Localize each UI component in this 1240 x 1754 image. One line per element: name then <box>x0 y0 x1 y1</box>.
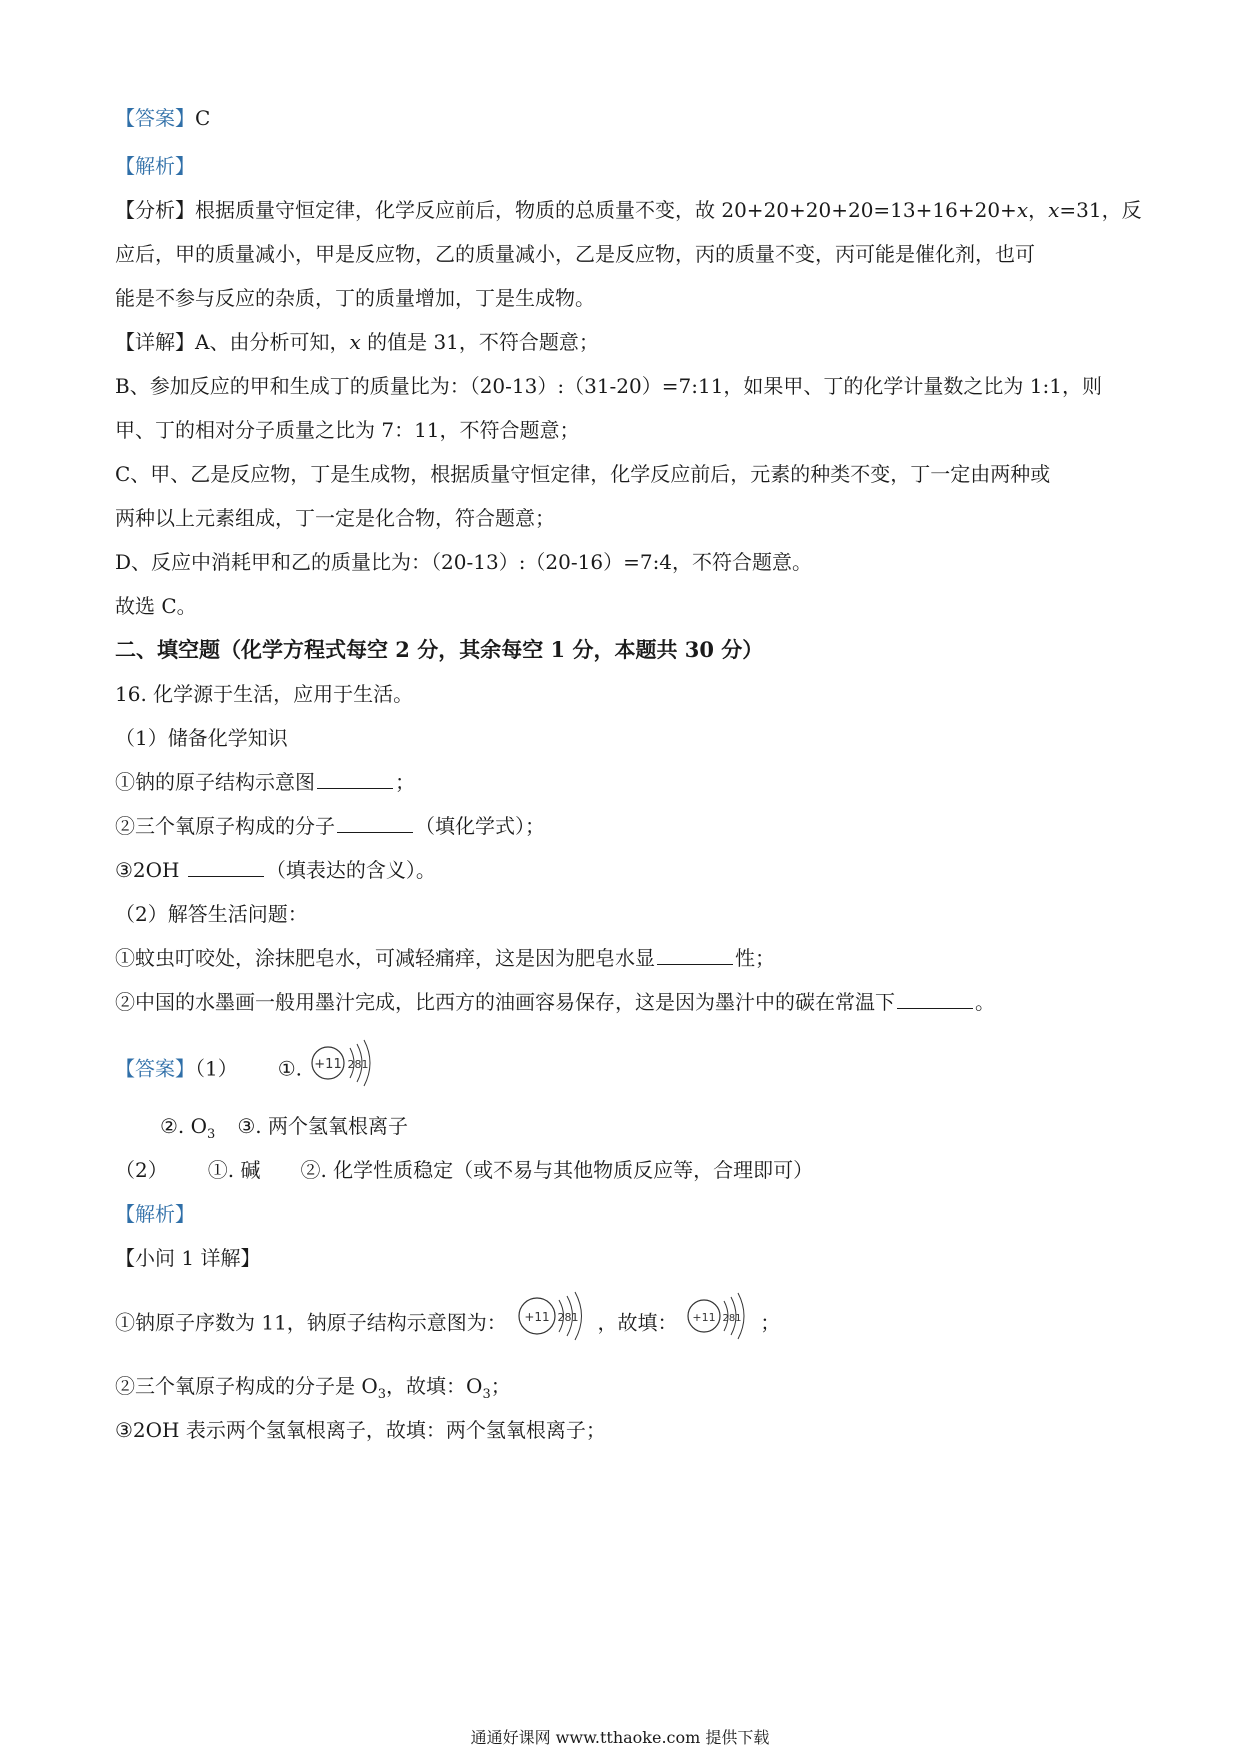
analysis-line-2: 应后，甲的质量减小，甲是反应物，乙的质量减小，乙是反应物，丙的质量不变，丙可能是催化剂，也可 <box>115 242 1035 266</box>
question-stem: 16. 化学源于生活，应用于生活。 <box>115 682 414 706</box>
detail-line-a: 【详解】A、由分析可知，x 的值是 31，不符合题意； <box>115 330 599 354</box>
atom-shell-label: 281 <box>722 1313 742 1324</box>
question-part-1: （1）储备化学知识 <box>115 726 288 750</box>
analysis-line-1: 【分析】根据质量守恒定律，化学反应前后，物质的总质量不变，故 20+20+20+20=13+16+20+x，x=31，反 <box>115 198 1142 222</box>
section-heading: 二、填空题（化学方程式每空 2 分，其余每空 1 分，本题共 30 分） <box>115 637 764 662</box>
answer2-line-1: 【答案】（1） ①. +11 281 <box>115 1050 378 1090</box>
detail-line-c1: C、甲、乙是反应物，丁是生成物，根据质量守恒定律，化学反应前后，元素的种类不变，丁一定由两种或 <box>115 462 1051 486</box>
detail-label: 【详解】 <box>115 330 195 354</box>
answer-blank <box>317 770 393 789</box>
question-part-2: （2）解答生活问题： <box>115 902 308 926</box>
atom-shell-label: 281 <box>557 1311 579 1324</box>
sodium-atom-diagram <box>513 1288 591 1344</box>
page-footer: 通通好课网 www.tthaoke.com 提供下载 <box>470 1728 770 1747</box>
sodium-atom-diagram <box>308 1036 378 1090</box>
analysis-header: 【解析】 <box>115 154 195 178</box>
sub1-header: 【小问 1 详解】 <box>115 1246 261 1270</box>
question-item-4: ①蚊虫叮咬处，涂抹肥皂水，可减轻痛痒，这是因为肥皂水显 性； <box>115 946 775 970</box>
answer-blank <box>337 814 413 833</box>
question-item-2: ②三个氧原子构成的分子 （填化学式）； <box>115 814 545 838</box>
answer-blank <box>897 990 973 1009</box>
atom-shell-label: 281 <box>347 1058 369 1071</box>
explain-line-2: ②三个氧原子构成的分子是 $O_3$，故填：$O_3$； <box>115 1374 511 1402</box>
answer-label: 【答案】 <box>115 106 195 130</box>
question-item-3: ③2OH （填表达的含义）。 <box>115 858 436 882</box>
analysis2-header: 【解析】 <box>115 1202 195 1226</box>
answer-value: C <box>195 106 211 130</box>
answer2-line-2: ②. $O_3$ ③. 两个氢氧根离子 <box>160 1114 408 1142</box>
detail-line-d: D、反应中消耗甲和乙的质量比为：（20-13）:（20-16）=7:4，不符合题意。 <box>115 550 813 574</box>
question-item-5: ②中国的水墨画一般用墨汁完成，比西方的油画容易保存，这是因为墨汁中的碳在常温下 。 <box>115 990 995 1014</box>
answer2-line-3: （2） ①. 碱 ②. 化学性质稳定（或不易与其他物质反应等，合理即可） <box>115 1158 814 1182</box>
analysis-label: 【分析】 <box>115 198 195 222</box>
question-item-1: ①钠的原子结构示意图 ； <box>115 770 415 794</box>
explain-line-3: ③2OH 表示两个氢氧根离子，故填：两个氢氧根离子； <box>115 1418 606 1442</box>
answer-blank <box>188 858 264 877</box>
answer2-label: 【答案】 <box>115 1056 195 1081</box>
detail-line-c2: 两种以上元素组成，丁一定是化合物，符合题意； <box>115 506 555 530</box>
atom-nucleus-label: +11 <box>314 1057 343 1072</box>
analysis-line-3: 能是不参与反应的杂质，丁的质量增加，丁是生成物。 <box>115 286 595 310</box>
sodium-atom-diagram <box>684 1290 754 1342</box>
atom-nucleus-label: +11 <box>524 1310 550 1324</box>
detail-conclusion: 故选 C。 <box>115 594 197 618</box>
answer-line <box>115 104 210 132</box>
atom-nucleus-label: +11 <box>692 1311 716 1324</box>
detail-line-b1: B、参加反应的甲和生成丁的质量比为：（20-13）:（31-20）=7:11，如果甲、丁的化学计量数之比为 1:1，则 <box>115 374 1102 398</box>
explain-line-1: ①钠原子序数为 11，钠原子结构示意图为： +11 281 ，故填： +11 281 ； <box>115 1304 780 1344</box>
detail-line-b2: 甲、丁的相对分子质量之比为 7：11，不符合题意； <box>115 418 580 442</box>
answer-blank <box>657 946 733 965</box>
